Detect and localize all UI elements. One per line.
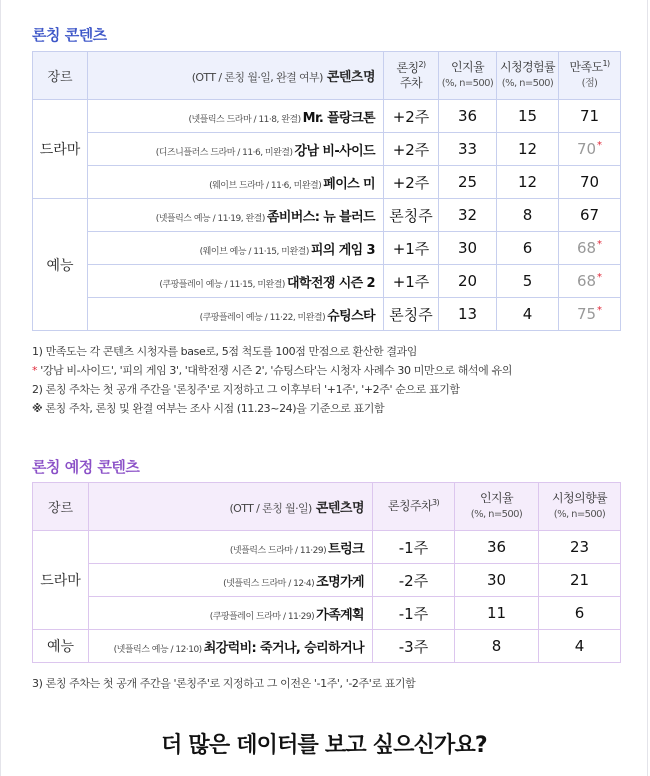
- header-awareness: 인지율 (%, n=500): [439, 52, 497, 100]
- viewing-cell: 15: [497, 100, 559, 133]
- satisfaction-cell: 68*: [559, 232, 621, 265]
- low-sample-flag: *: [597, 140, 603, 151]
- genre-cell: 예능: [33, 199, 88, 331]
- content-cell: (넷플릭스 드라마 / 12·4) 조명가게: [89, 564, 373, 597]
- footnote-ref-1: 1): [602, 59, 610, 68]
- satisfaction-cell: 75*: [559, 298, 621, 331]
- awareness-cell: 32: [439, 199, 497, 232]
- header-satisfaction: 만족도$^{1)}$ (점): [559, 52, 621, 100]
- content-cell: (넷플릭스 드라마 / 11·29) 트렁크: [89, 531, 373, 564]
- header-launch-week: 론칭주차$^{3)}$: [373, 483, 455, 531]
- header-viewing: 시청경험률 (%, n=500): [497, 52, 559, 100]
- table-row: [33, 133, 621, 166]
- table-row: [33, 166, 621, 199]
- table-row: [33, 564, 621, 597]
- launched-content-table: [32, 51, 621, 331]
- genre-cell: 드라마: [33, 531, 89, 630]
- awareness-cell: 25: [439, 166, 497, 199]
- launch-week-cell: +2주: [384, 133, 439, 166]
- table-row: [33, 298, 621, 331]
- table-row: [33, 199, 621, 232]
- launch-week-cell: +2주: [384, 100, 439, 133]
- content-cell: (쿠팡플레이 예능 / 11·15, 미완결) 대학전쟁 시즌 2: [88, 265, 384, 298]
- table-row: [33, 531, 621, 564]
- content-cell: (디즈니플러스 드라마 / 11·6, 미완결) 강남 비-사이드: [88, 133, 384, 166]
- launch-week-cell: -2주: [373, 564, 455, 597]
- star-mark: *: [32, 364, 38, 377]
- header-content-meta: (OTT / 론칭 월·일, 완결 여부): [191, 71, 323, 84]
- awareness-cell: 36: [439, 100, 497, 133]
- table-row: [33, 100, 621, 133]
- table-row: [33, 630, 621, 663]
- awareness-cell: 11: [455, 597, 539, 630]
- low-sample-flag: *: [597, 239, 603, 250]
- more-data-heading: 더 많은 데이터를 보고 싶으신가요?: [161, 733, 487, 758]
- footnote-3: 3) 론칭 주차는 첫 공개 주간을 '론칭주'로 지정하고 그 이전은 '-1주', '-2주'로 표기함: [32, 677, 416, 690]
- intent-cell: 21: [539, 564, 621, 597]
- viewing-cell: 12: [497, 133, 559, 166]
- footnote-asterisk: ※ 론칭 주차, 론칭 및 완결 여부는 조사 시점 (11.23~24)을 기준으로 표기함: [32, 402, 385, 415]
- content-cell: (웨이브 예능 / 11·15, 미완결) 피의 게임 3: [88, 232, 384, 265]
- upcoming-footnotes: [32, 674, 415, 693]
- table-header-row: [33, 52, 621, 100]
- satisfaction-cell: 68*: [559, 265, 621, 298]
- header-genre: 장르: [33, 483, 89, 531]
- awareness-cell: 30: [439, 232, 497, 265]
- table-row: [33, 597, 621, 630]
- genre-cell: 드라마: [33, 100, 88, 199]
- satisfaction-cell: 67: [559, 199, 621, 232]
- launch-week-cell: +2주: [384, 166, 439, 199]
- launch-week-cell: 론칭주: [384, 199, 439, 232]
- content-cell: (넷플릭스 예능 / 12·10) 최강럭비: 죽거나, 승리하거나: [89, 630, 373, 663]
- viewing-cell: 8: [497, 199, 559, 232]
- content-cell: (쿠팡플레이 드라마 / 11·29) 가족계획: [89, 597, 373, 630]
- footnote-star: * '강남 비-사이드', '피의 게임 3', '대학전쟁 시즌 2', '슈팅스타'는 시청자 사례수 30 미만으로 해석에 유의: [32, 364, 512, 377]
- genre-cell: 예능: [33, 630, 89, 663]
- low-sample-flag: *: [597, 272, 603, 283]
- satisfaction-cell: 71: [559, 100, 621, 133]
- footnote-1: 1) 만족도는 각 콘텐츠 시청자를 base로, 5점 척도를 100점 만점으로 환산한 결과임: [32, 345, 417, 358]
- content-cell: (쿠팡플레이 예능 / 11·22, 미완결) 슈팅스타: [88, 298, 384, 331]
- viewing-cell: 5: [497, 265, 559, 298]
- section-title-upcoming: 론칭 예정 콘텐츠: [32, 458, 140, 476]
- section-title-launched: 론칭 콘텐츠: [32, 26, 107, 44]
- upcoming-content-table: [32, 482, 621, 663]
- awareness-cell: 30: [455, 564, 539, 597]
- footnote-ref-3: 3): [431, 498, 439, 507]
- content-cell: (넷플릭스 예능 / 11·19, 완결) 좀비버스: 뉴 블러드: [88, 199, 384, 232]
- content-cell: (웨이브 드라마 / 11·6, 미완결) 페이스 미: [88, 166, 384, 199]
- low-sample-flag: *: [597, 305, 603, 316]
- footnote-ref-2: 2): [418, 59, 426, 69]
- awareness-cell: 8: [455, 630, 539, 663]
- launch-week-cell: +1주: [384, 265, 439, 298]
- awareness-cell: 20: [439, 265, 497, 298]
- viewing-cell: 12: [497, 166, 559, 199]
- viewing-cell: 6: [497, 232, 559, 265]
- header-content-meta: (OTT / 론칭 월·일): [229, 502, 312, 515]
- awareness-cell: 13: [439, 298, 497, 331]
- launch-week-cell: -3주: [373, 630, 455, 663]
- launch-week-cell: +1주: [384, 232, 439, 265]
- launch-week-cell: -1주: [373, 597, 455, 630]
- reference-mark: ※: [32, 402, 43, 415]
- header-content: [89, 483, 373, 531]
- satisfaction-cell: 70*: [559, 133, 621, 166]
- launch-week-cell: 론칭주: [384, 298, 439, 331]
- header-content: [88, 52, 384, 100]
- launch-week-cell: -1주: [373, 531, 455, 564]
- table-row: [33, 265, 621, 298]
- launched-footnotes: [32, 342, 512, 418]
- intent-cell: 4: [539, 630, 621, 663]
- header-intent: 시청의향률 (%, n=500): [539, 483, 621, 531]
- header-awareness: 인지율 (%, n=500): [455, 483, 539, 531]
- viewing-cell: 4: [497, 298, 559, 331]
- header-genre: 장르: [33, 52, 88, 100]
- header-content-name: 콘텐츠명: [315, 501, 364, 516]
- footnote-2: 2) 론칭 주차는 첫 공개 주간을 '론칭주'로 지정하고 그 이후부터 '+1주', '+2주' 순으로 표기함: [32, 383, 460, 396]
- header-content-name: 콘텐츠명: [326, 70, 375, 85]
- header-launch-week: 론칭$^{2)}$ 주차: [384, 52, 439, 100]
- awareness-cell: 33: [439, 133, 497, 166]
- awareness-cell: 36: [455, 531, 539, 564]
- table-row: [33, 232, 621, 265]
- intent-cell: 23: [539, 531, 621, 564]
- intent-cell: 6: [539, 597, 621, 630]
- table-header-row: [33, 483, 621, 531]
- content-cell: (넷플릭스 드라마 / 11·8, 완결) Mr. 플랑크톤: [88, 100, 384, 133]
- satisfaction-cell: 70: [559, 166, 621, 199]
